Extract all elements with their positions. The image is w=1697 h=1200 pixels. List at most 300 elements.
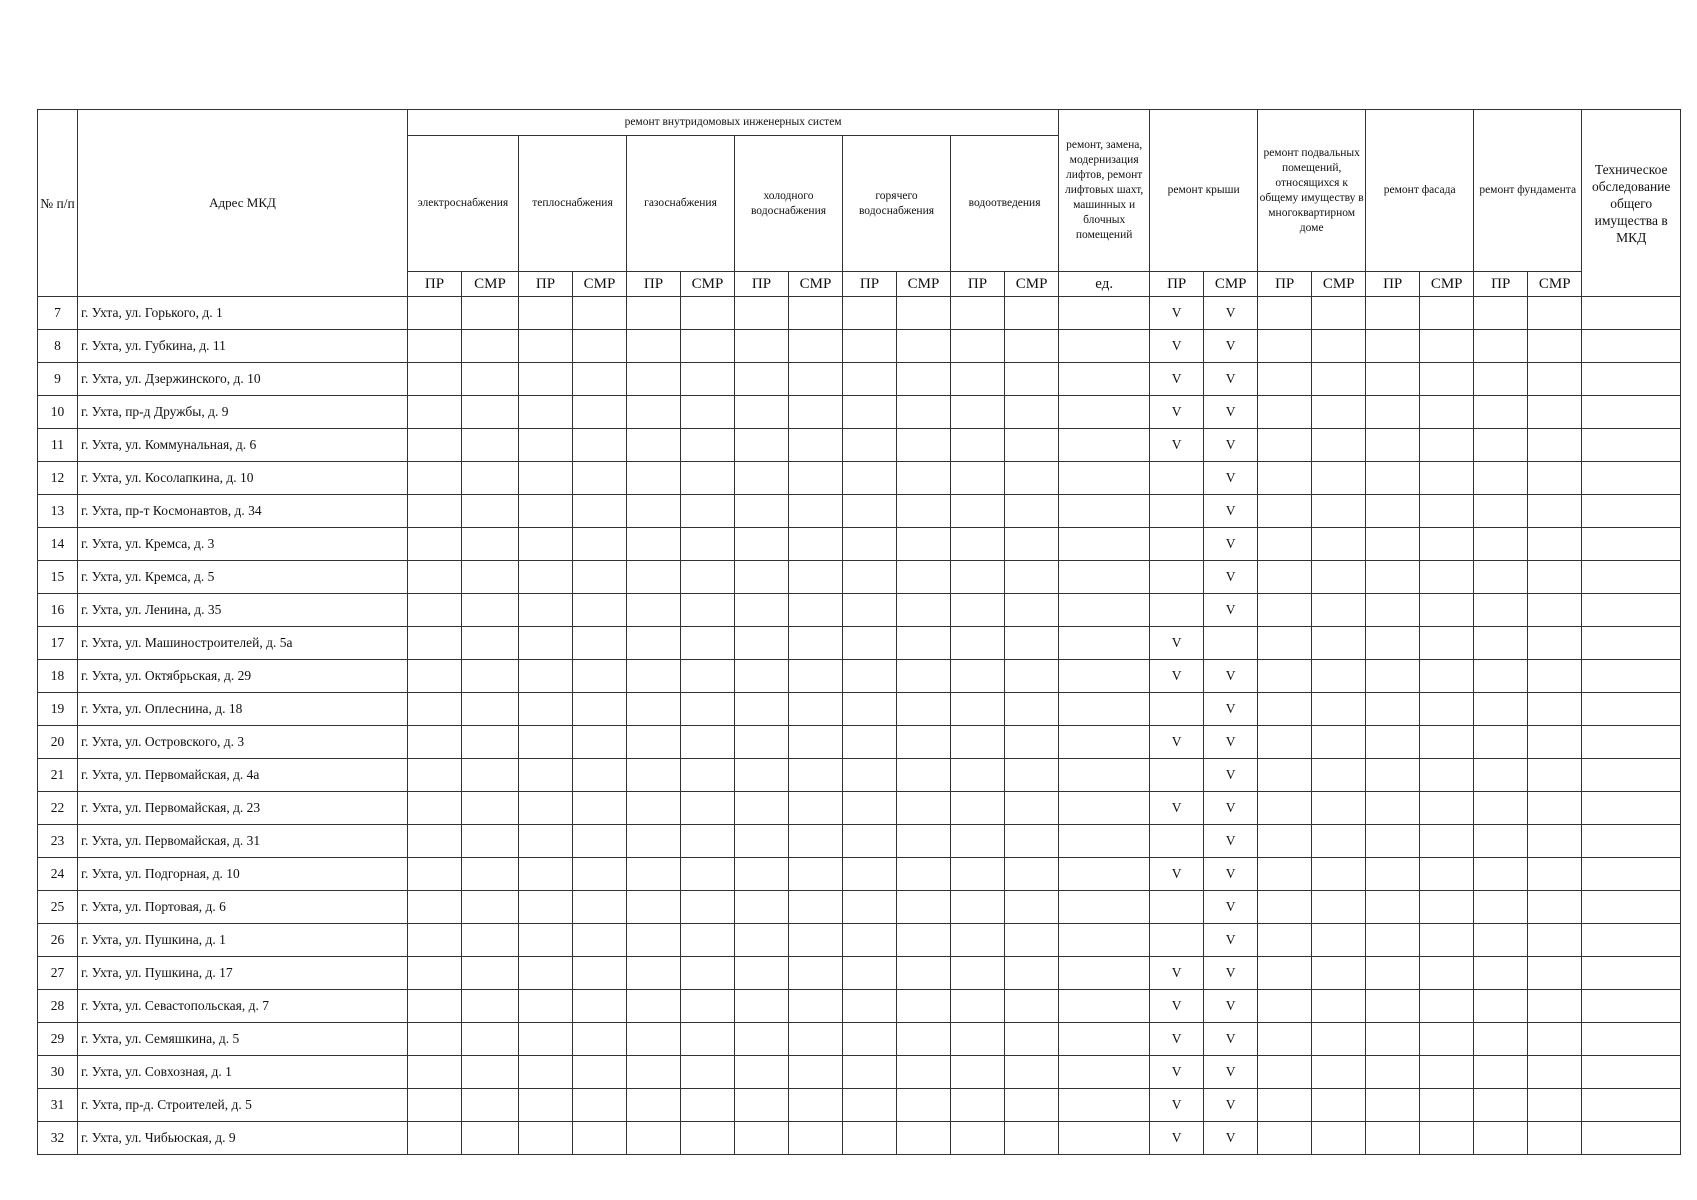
- empty-cell: [1474, 693, 1528, 726]
- empty-cell: [951, 792, 1005, 825]
- empty-cell: [1005, 990, 1059, 1023]
- empty-cell: [1420, 726, 1474, 759]
- empty-cell: [897, 330, 951, 363]
- empty-cell: [789, 660, 843, 693]
- empty-cell: [1312, 594, 1366, 627]
- row-address: г. Ухта, ул. Портовая, д. 6: [78, 891, 408, 924]
- empty-cell: [462, 363, 519, 396]
- empty-cell: [462, 627, 519, 660]
- empty-cell: [789, 495, 843, 528]
- empty-cell: [462, 429, 519, 462]
- empty-cell: [843, 594, 897, 627]
- empty-cell: [1474, 891, 1528, 924]
- smr-subheader: СМР: [1005, 272, 1059, 297]
- empty-cell: [462, 924, 519, 957]
- empty-cell: [627, 1023, 681, 1056]
- row-address: г. Ухта, пр-т Космонавтов, д. 34: [78, 495, 408, 528]
- empty-cell: [1474, 363, 1528, 396]
- empty-cell: [1582, 957, 1681, 990]
- empty-cell: [1366, 561, 1420, 594]
- empty-cell: [1528, 1122, 1582, 1155]
- row-address: г. Ухта, ул. Ленина, д. 35: [78, 594, 408, 627]
- table-row: [38, 561, 1681, 594]
- empty-cell: [735, 891, 789, 924]
- roof-smr-cell: V: [1204, 924, 1258, 957]
- empty-cell: [1059, 363, 1150, 396]
- empty-cell: [897, 297, 951, 330]
- empty-cell: [1420, 924, 1474, 957]
- empty-cell: [573, 528, 627, 561]
- table-row: [38, 396, 1681, 429]
- empty-cell: [681, 396, 735, 429]
- row-number: 32: [38, 1122, 78, 1155]
- empty-cell: [1258, 462, 1312, 495]
- table-row: [38, 891, 1681, 924]
- empty-cell: [573, 792, 627, 825]
- row-number: 22: [38, 792, 78, 825]
- elevators-header: ремонт, замена, модернизация лифтов, ремонт лифтовых шахт, машинных и блочных помещений: [1059, 110, 1150, 272]
- empty-cell: [1366, 1122, 1420, 1155]
- empty-cell: [1582, 495, 1681, 528]
- table-row: [38, 1089, 1681, 1122]
- pr-subheader: ПР: [1366, 272, 1420, 297]
- empty-cell: [681, 924, 735, 957]
- empty-cell: [681, 825, 735, 858]
- roof-pr-cell: [1150, 693, 1204, 726]
- roof-pr-cell: V: [1150, 660, 1204, 693]
- empty-cell: [1312, 1089, 1366, 1122]
- empty-cell: [1366, 726, 1420, 759]
- roof-smr-cell: V: [1204, 693, 1258, 726]
- empty-cell: [1582, 1056, 1681, 1089]
- empty-cell: [1005, 1023, 1059, 1056]
- empty-cell: [408, 792, 462, 825]
- empty-cell: [1474, 1089, 1528, 1122]
- empty-cell: [1005, 495, 1059, 528]
- row-number: 13: [38, 495, 78, 528]
- system-sewage-header: водоотведения: [951, 136, 1059, 272]
- row-address: г. Ухта, ул. Дзержинского, д. 10: [78, 363, 408, 396]
- empty-cell: [1258, 627, 1312, 660]
- empty-cell: [1474, 957, 1528, 990]
- empty-cell: [462, 825, 519, 858]
- empty-cell: [1420, 825, 1474, 858]
- empty-cell: [897, 693, 951, 726]
- empty-cell: [1258, 858, 1312, 891]
- empty-cell: [1366, 957, 1420, 990]
- empty-cell: [519, 759, 573, 792]
- roof-smr-cell: V: [1204, 528, 1258, 561]
- empty-cell: [897, 858, 951, 891]
- row-number: 26: [38, 924, 78, 957]
- empty-cell: [519, 1089, 573, 1122]
- empty-cell: [1474, 792, 1528, 825]
- empty-cell: [462, 792, 519, 825]
- empty-cell: [1528, 1023, 1582, 1056]
- empty-cell: [735, 462, 789, 495]
- row-number: 7: [38, 297, 78, 330]
- empty-cell: [627, 528, 681, 561]
- empty-cell: [1366, 660, 1420, 693]
- empty-cell: [1366, 792, 1420, 825]
- empty-cell: [1312, 1122, 1366, 1155]
- empty-cell: [951, 1089, 1005, 1122]
- empty-cell: [735, 990, 789, 1023]
- empty-cell: [735, 495, 789, 528]
- empty-cell: [1420, 990, 1474, 1023]
- empty-cell: [573, 891, 627, 924]
- system-electricity-header: электроснабжения: [408, 136, 519, 272]
- empty-cell: [843, 825, 897, 858]
- row-number: 31: [38, 1089, 78, 1122]
- empty-cell: [573, 1122, 627, 1155]
- roof-pr-cell: [1150, 891, 1204, 924]
- empty-cell: [408, 858, 462, 891]
- row-address: г. Ухта, ул. Косолапкина, д. 10: [78, 462, 408, 495]
- empty-cell: [573, 957, 627, 990]
- row-number: 28: [38, 990, 78, 1023]
- roof-pr-cell: V: [1150, 957, 1204, 990]
- empty-cell: [627, 561, 681, 594]
- empty-cell: [951, 429, 1005, 462]
- empty-cell: [1366, 924, 1420, 957]
- pr-subheader: ПР: [735, 272, 789, 297]
- empty-cell: [519, 363, 573, 396]
- empty-cell: [897, 990, 951, 1023]
- empty-cell: [1582, 792, 1681, 825]
- pr-subheader: ПР: [951, 272, 1005, 297]
- empty-cell: [408, 561, 462, 594]
- empty-cell: [408, 462, 462, 495]
- empty-cell: [627, 627, 681, 660]
- empty-cell: [1059, 825, 1150, 858]
- empty-cell: [573, 858, 627, 891]
- empty-cell: [519, 1122, 573, 1155]
- empty-cell: [627, 495, 681, 528]
- empty-cell: [843, 924, 897, 957]
- roof-pr-cell: V: [1150, 627, 1204, 660]
- empty-cell: [408, 990, 462, 1023]
- empty-cell: [1528, 363, 1582, 396]
- empty-cell: [735, 396, 789, 429]
- row-address: г. Ухта, ул. Машиностроителей, д. 5а: [78, 627, 408, 660]
- empty-cell: [1258, 1122, 1312, 1155]
- empty-cell: [897, 792, 951, 825]
- empty-cell: [1582, 330, 1681, 363]
- empty-cell: [1059, 990, 1150, 1023]
- empty-cell: [519, 957, 573, 990]
- roof-pr-cell: V: [1150, 1122, 1204, 1155]
- empty-cell: [1059, 429, 1150, 462]
- empty-cell: [735, 297, 789, 330]
- empty-cell: [1582, 759, 1681, 792]
- empty-cell: [1528, 858, 1582, 891]
- empty-cell: [897, 1122, 951, 1155]
- roof-smr-cell: V: [1204, 462, 1258, 495]
- system-hot-water-header: горячего водоснабжения: [843, 136, 951, 272]
- empty-cell: [462, 495, 519, 528]
- unit-subheader: ед.: [1059, 272, 1150, 297]
- roof-pr-cell: V: [1150, 396, 1204, 429]
- roof-smr-cell: V: [1204, 429, 1258, 462]
- empty-cell: [789, 297, 843, 330]
- empty-cell: [1366, 858, 1420, 891]
- empty-cell: [1420, 297, 1474, 330]
- inspection-header: Техническое обследование общего имущества в МКД: [1582, 110, 1681, 297]
- empty-cell: [519, 462, 573, 495]
- empty-cell: [519, 1023, 573, 1056]
- empty-cell: [1420, 759, 1474, 792]
- row-number: 12: [38, 462, 78, 495]
- empty-cell: [1005, 924, 1059, 957]
- empty-cell: [1059, 1023, 1150, 1056]
- empty-cell: [462, 1089, 519, 1122]
- pr-subheader: ПР: [1474, 272, 1528, 297]
- empty-cell: [1366, 396, 1420, 429]
- empty-cell: [735, 627, 789, 660]
- empty-cell: [1059, 1089, 1150, 1122]
- empty-cell: [462, 561, 519, 594]
- empty-cell: [408, 726, 462, 759]
- empty-cell: [1474, 462, 1528, 495]
- empty-cell: [951, 924, 1005, 957]
- empty-cell: [519, 495, 573, 528]
- pr-subheader: ПР: [1150, 272, 1204, 297]
- empty-cell: [1474, 528, 1528, 561]
- empty-cell: [951, 627, 1005, 660]
- empty-cell: [1474, 759, 1528, 792]
- table-row: [38, 858, 1681, 891]
- row-address: г. Ухта, ул. Чибьюская, д. 9: [78, 1122, 408, 1155]
- row-address: г. Ухта, ул. Кремса, д. 3: [78, 528, 408, 561]
- empty-cell: [1420, 363, 1474, 396]
- empty-cell: [1474, 495, 1528, 528]
- empty-cell: [1059, 330, 1150, 363]
- empty-cell: [1420, 561, 1474, 594]
- empty-cell: [897, 462, 951, 495]
- roof-smr-cell: [1204, 627, 1258, 660]
- empty-cell: [408, 495, 462, 528]
- smr-subheader: СМР: [1312, 272, 1366, 297]
- smr-subheader: СМР: [1420, 272, 1474, 297]
- empty-cell: [627, 957, 681, 990]
- empty-cell: [897, 396, 951, 429]
- row-number: 23: [38, 825, 78, 858]
- empty-cell: [1005, 330, 1059, 363]
- empty-cell: [681, 528, 735, 561]
- roof-smr-cell: V: [1204, 957, 1258, 990]
- row-number: 14: [38, 528, 78, 561]
- empty-cell: [735, 594, 789, 627]
- empty-cell: [1528, 429, 1582, 462]
- empty-cell: [789, 1023, 843, 1056]
- empty-cell: [681, 1089, 735, 1122]
- roof-pr-cell: V: [1150, 297, 1204, 330]
- empty-cell: [789, 990, 843, 1023]
- engineering-systems-header: ремонт внутридомовых инженерных систем: [408, 110, 1059, 136]
- empty-cell: [408, 891, 462, 924]
- empty-cell: [1059, 297, 1150, 330]
- empty-cell: [1582, 561, 1681, 594]
- empty-cell: [1582, 462, 1681, 495]
- row-address: г. Ухта, ул. Первомайская, д. 23: [78, 792, 408, 825]
- row-number: 11: [38, 429, 78, 462]
- roof-smr-cell: V: [1204, 594, 1258, 627]
- empty-cell: [951, 726, 1005, 759]
- empty-cell: [462, 990, 519, 1023]
- empty-cell: [789, 330, 843, 363]
- empty-cell: [1528, 396, 1582, 429]
- pr-subheader: ПР: [627, 272, 681, 297]
- empty-cell: [1528, 1089, 1582, 1122]
- roof-pr-cell: V: [1150, 1023, 1204, 1056]
- empty-cell: [1258, 759, 1312, 792]
- empty-cell: [951, 363, 1005, 396]
- empty-cell: [408, 1056, 462, 1089]
- empty-cell: [789, 627, 843, 660]
- empty-cell: [627, 363, 681, 396]
- empty-cell: [1059, 396, 1150, 429]
- roof-smr-cell: V: [1204, 1056, 1258, 1089]
- col-address-header: Адрес МКД: [78, 110, 408, 297]
- empty-cell: [1059, 1056, 1150, 1089]
- empty-cell: [1528, 462, 1582, 495]
- empty-cell: [519, 330, 573, 363]
- empty-cell: [735, 792, 789, 825]
- empty-cell: [789, 891, 843, 924]
- empty-cell: [1258, 297, 1312, 330]
- row-address: г. Ухта, ул. Коммунальная, д. 6: [78, 429, 408, 462]
- empty-cell: [408, 396, 462, 429]
- empty-cell: [1582, 1122, 1681, 1155]
- empty-cell: [462, 594, 519, 627]
- pr-subheader: ПР: [843, 272, 897, 297]
- roof-smr-cell: V: [1204, 990, 1258, 1023]
- empty-cell: [1420, 891, 1474, 924]
- empty-cell: [1005, 957, 1059, 990]
- empty-cell: [1005, 1089, 1059, 1122]
- row-number: 24: [38, 858, 78, 891]
- roof-smr-cell: V: [1204, 1122, 1258, 1155]
- empty-cell: [1474, 396, 1528, 429]
- empty-cell: [897, 1056, 951, 1089]
- empty-cell: [681, 429, 735, 462]
- empty-cell: [1312, 924, 1366, 957]
- empty-cell: [462, 660, 519, 693]
- empty-cell: [681, 1023, 735, 1056]
- empty-cell: [1059, 561, 1150, 594]
- empty-cell: [1528, 726, 1582, 759]
- empty-cell: [789, 594, 843, 627]
- empty-cell: [789, 759, 843, 792]
- empty-cell: [1366, 495, 1420, 528]
- empty-cell: [1258, 792, 1312, 825]
- empty-cell: [408, 594, 462, 627]
- empty-cell: [627, 891, 681, 924]
- empty-cell: [1258, 429, 1312, 462]
- empty-cell: [519, 1056, 573, 1089]
- empty-cell: [1005, 297, 1059, 330]
- empty-cell: [1582, 726, 1681, 759]
- roof-smr-cell: V: [1204, 726, 1258, 759]
- empty-cell: [1474, 924, 1528, 957]
- empty-cell: [951, 462, 1005, 495]
- empty-cell: [519, 429, 573, 462]
- empty-cell: [573, 462, 627, 495]
- empty-cell: [843, 1089, 897, 1122]
- empty-cell: [897, 1089, 951, 1122]
- smr-subheader: СМР: [462, 272, 519, 297]
- empty-cell: [1366, 528, 1420, 561]
- empty-cell: [627, 330, 681, 363]
- empty-cell: [573, 396, 627, 429]
- empty-cell: [1366, 693, 1420, 726]
- roof-header: ремонт крыши: [1150, 110, 1258, 272]
- empty-cell: [1420, 396, 1474, 429]
- table-body: [38, 297, 1681, 1155]
- empty-cell: [573, 429, 627, 462]
- empty-cell: [1366, 759, 1420, 792]
- empty-cell: [408, 363, 462, 396]
- empty-cell: [627, 396, 681, 429]
- row-address: г. Ухта, ул. Первомайская, д. 31: [78, 825, 408, 858]
- empty-cell: [408, 330, 462, 363]
- empty-cell: [1312, 396, 1366, 429]
- table-row: [38, 297, 1681, 330]
- empty-cell: [1059, 495, 1150, 528]
- empty-cell: [408, 825, 462, 858]
- roof-smr-cell: V: [1204, 858, 1258, 891]
- empty-cell: [1312, 957, 1366, 990]
- empty-cell: [1258, 561, 1312, 594]
- empty-cell: [1312, 726, 1366, 759]
- table-row: [38, 726, 1681, 759]
- empty-cell: [1528, 957, 1582, 990]
- empty-cell: [573, 660, 627, 693]
- row-number: 29: [38, 1023, 78, 1056]
- empty-cell: [951, 957, 1005, 990]
- empty-cell: [897, 891, 951, 924]
- facade-header: ремонт фасада: [1366, 110, 1474, 272]
- row-number: 27: [38, 957, 78, 990]
- empty-cell: [681, 561, 735, 594]
- empty-cell: [462, 528, 519, 561]
- empty-cell: [519, 825, 573, 858]
- empty-cell: [1528, 330, 1582, 363]
- empty-cell: [1582, 825, 1681, 858]
- empty-cell: [1005, 759, 1059, 792]
- empty-cell: [1059, 759, 1150, 792]
- empty-cell: [951, 1023, 1005, 1056]
- roof-smr-cell: V: [1204, 1023, 1258, 1056]
- row-address: г. Ухта, ул. Пушкина, д. 1: [78, 924, 408, 957]
- empty-cell: [1474, 561, 1528, 594]
- empty-cell: [1059, 462, 1150, 495]
- empty-cell: [1312, 792, 1366, 825]
- empty-cell: [1582, 297, 1681, 330]
- empty-cell: [1312, 627, 1366, 660]
- row-address: г. Ухта, ул. Пушкина, д. 17: [78, 957, 408, 990]
- table-row: [38, 1122, 1681, 1155]
- empty-cell: [1582, 594, 1681, 627]
- empty-cell: [897, 495, 951, 528]
- empty-cell: [1420, 1089, 1474, 1122]
- empty-cell: [897, 957, 951, 990]
- empty-cell: [519, 660, 573, 693]
- roof-pr-cell: [1150, 528, 1204, 561]
- roof-pr-cell: [1150, 495, 1204, 528]
- empty-cell: [462, 693, 519, 726]
